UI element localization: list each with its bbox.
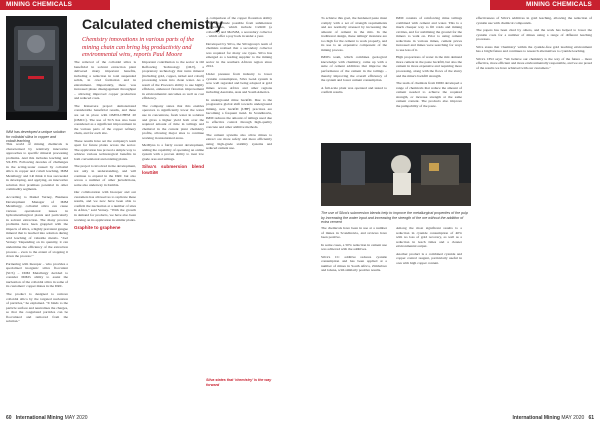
paragraph: According to Daniel Verney, Business Development Manager of IMM Metallurgy, colloidal silica can cause various operational issues in hydrometallurgical plants and particularly in solvent extraction. The many process problems have been grappled with the impacts of silica, a highly prevalent gangue mineral that is leached into solution during acid leaching of valuable metals. "Joel Verney: 'Depending on its quantity, it can undermine the efficiency of the extraction process – even to the extent of stopping it down the process.'" (6, 195, 68, 259)
main-photo (321, 143, 471, 206)
paragraph: Partnering with Inorepar – who provides a specialised inorganic silica flocculant (SCS) – IMM Metallurgy decided to consider IMM's ability to assist the nucleation of the colloidal silica in some of its customers' copper mines in the DRC. (6, 261, 68, 289)
paragraph: In underground mine backfill. Due to the progressive global shift towards underground mining, new backfill (UBF) practices are becoming a frequent trend. In Scandinavia, IMM reduces the amount of tailings used due to effective control through high-quality concrete and other additive methods. (206, 97, 272, 130)
text-column-2 (74, 60, 136, 400)
section-label-left: MINING CHEMICALS (6, 1, 73, 8)
section-header-right (490, 0, 600, 10)
paragraph: The Kinsevere project demonstrated considerable beneficial results, and these are set in place with OMNI-CHEM 20 (OMCC). The use of SCS has also been considered as a significant improvement in the various parts of the copper refinery chain, and for each site. (74, 103, 136, 136)
footer-left (6, 415, 88, 421)
paragraph: To achieve this goal, the hardened paste must comply with a set of strength requirements and are normally stressed by increasing the amount of cement in the mix. In the traditional design, these tailings' moisture are too high for the cement to work properly, and its use is an expensive component of the mining process. (321, 16, 387, 52)
text-column-6b (396, 226, 462, 402)
paragraph: IMM consists of reinforcing mine tailings combined with cement and water. This is a much cheaper way to fill voids and mining cavities, and for stabilising the ground for the miners to walk on. Prior to using cement reductions in various mines, cement prices increased and mines were searching for ways to use less of it. (396, 16, 462, 52)
page-number-right: 61 (588, 415, 594, 421)
paragraph: Silva's CEO says: "We believe our chemistry is the way of the future – more effective, more efficient and more environmentally responsible, and we are proud of the results we have achieved with our customers." (476, 56, 592, 70)
paragraph: High proportions of water in the mix demand more cement in the paste backfill, but also the cement in more expensive and requiring more processing, along with the flows of the slurry and the mine's backfill strength. (396, 55, 462, 78)
paragraph: Among the most significant results is a reduction in cyanide consumption of 40% with no loss of gold recovery, as well as a reduction in leach times and a cleaner environmental output. (396, 226, 462, 249)
section-label-right: MINING CHEMICALS (525, 1, 592, 8)
header-square (112, 1, 120, 9)
text-column-4 (206, 16, 272, 372)
text-column-5b (321, 226, 387, 402)
paragraph: IMM's team, which combines geological knowledge with chemistry, came up with a suite of cement additives that improve the performance of the cement in the tailings – thereby improving the overall efficiency of the system and lower cement consumption. (321, 55, 387, 83)
text-column-5 (321, 16, 387, 138)
paragraph: The project is involved in the development, not only in understanding, and will continue to expand in the DRC but also across a number of other jurisdictions, some also underway in Zambia. (74, 164, 136, 187)
text-column-7 (476, 16, 592, 402)
article-standfirst: Chemistry innovations in various parts of the mining chain can bring big productivity and environmental wins, reports Paul Moore (82, 36, 195, 59)
publication-name-right: International Mining (512, 415, 560, 421)
figure-caption: IMM has developed a unique solution for colloidal silica in copper and cobalt leaching (6, 130, 66, 144)
text-column-1 (6, 142, 68, 400)
page-number-left: 60 (6, 415, 12, 421)
article-title: Calculated chemistry (82, 16, 223, 32)
paragraph: This world of mining chemicals is characterised by relatively innovative approaches to specific mineral processing problems. And this includes leaching and SX-EW. Following decades of challenges in the acting-water caused by colloidal silica in copper and cobalt leaching, IMM Metallurgy and LR think it has succeeded in developing, and applying, an innovative solution that promises potential in other commodity segments. (6, 142, 68, 192)
paragraph: These results have set the company's team apart for future plants across the sector. The application has proved a simple way to achieve various technological benefits in both conventional and existing plants. (74, 138, 136, 161)
lead-figure (6, 16, 67, 120)
paragraph: The product is designed to remove colloidal silica by the targeted nucleation of particles," he explained. "It binds to the particle surface and neutralises the charges, so that the coagulated particles can be flocculated and removed from the solution." (6, 291, 68, 324)
publication-name-left: International Mining (15, 415, 64, 421)
paragraph: The company states that this enables operators to significantly lower the water use in concentrate, fresh water in solution and gives a higher yield both over the required amount of time in tailings and chemical in the current plant chemistry profile, allowing major sites to continue working in unsaturated areas. (142, 103, 204, 140)
paragraph: Silva's CC additive reduces cyanide consumption and has been applied at a number of mines in South Africa, Zimbabwe and Ghana, with similarly positive results. (321, 254, 387, 273)
subheading-silva: Silva's submersion blend lowSiM (142, 164, 204, 176)
paragraph: Our collaboration with Inorepar and our customers has allowed us to replicate these results, and we now have been able to confirm the nucleation at a number of sites in Africa," said Verney. "With the growth in demand for products, we have also been working on its application in similar plants. (74, 190, 136, 222)
paragraph: Silva states that 'chemistry' within the cyanide-free gold leaching environment has a bright future and continues to research alternatives to cyanide leaching. (476, 44, 592, 54)
container-photo-image (6, 16, 67, 120)
paragraph: Under pressure from industry to lower cyanide consumption, Silva Gen4 system is now well regarded and being adopted at gold mines across Africa and other regions including Australia, Asia and South America. (206, 72, 272, 95)
paragraph: Important contribution to the sector is Oil Reflowing Technology (OLT), a proprietary technology that turns mineral (including gold, copper, nickel and cobalt) processing waste into clean water. As a result of the Process's ability to use highly efficient, enhanced flotation improvement in environmental outcomes as well as cost efficiency. (142, 60, 204, 101)
pull-quote: Silva states that 'chemistry' is the way forward (206, 378, 272, 387)
paragraph: The cement systems also allow mines to extract ore more safely and more efficiently using high-grade stability systems and reduced cement use. (206, 132, 272, 151)
paragraph: The papers has been cited by others, and the work has helped to lower the cyanide costs for a number of mines using a range of different leaching processes. (476, 28, 592, 42)
subheading-graphite: Graphite to graphene (74, 225, 121, 231)
paragraph: A full-scale plant was operated and tested to confirm results. (321, 85, 387, 95)
paragraph: The removal of the colloidal silica is beneficial in solvent extraction plant delivered many important benefits, including a reduction in total suspended solids, in crud formation and in entrainment. Importantly, there was increased phase disengagement throughput – allowing improved copper production and reduced costs. (74, 60, 136, 101)
paragraph: Developed by Silva, the Silvagroup's team of chemists realised that a secondary collector was required for many ore types. Silva has emerged as a leading supplier to the mining sector in the southern African region since 2012. (206, 41, 272, 69)
paragraph: effectiveness of Silva's additives in gold leaching, allowing the reduction of cyanide use with chemical compounds. (476, 16, 592, 25)
paragraph: The chemicals have been in use at a number of mines in Scandinavia, and reviews have been positive. (321, 226, 387, 240)
issue-month-left: MAY 2020 (64, 415, 88, 421)
paragraph: Another product is a combined cyanide and copper control reagent, particularly useful in ores with high copper content. (396, 251, 462, 265)
paragraph: In some cases, a 50% reduction in cement use was achieved with the additives. (321, 242, 387, 252)
text-column-6 (396, 16, 462, 138)
issue-month-right: MAY 2020 (561, 415, 585, 421)
footer-right (512, 415, 594, 421)
paragraph: MetDyna is a fairly recent development, adding the capability of operating an online system with a proven ability to treat low grade ores and tailings. (142, 143, 204, 161)
section-header-left (0, 0, 110, 10)
mine-photo-image (321, 143, 471, 206)
text-column-3 (142, 60, 204, 400)
paragraph: The team of chemists from IMM developed a range of chemicals that reduce the amount of cement needed to achieve the required strength, or increase strength at the same cement content. The products also improve the pumpability of the paste. (396, 81, 462, 108)
paragraph: A comparison of the copper floatation ability was also made possible from submersion technologies, which include CuSiM (a collector) and MetSiM, a secondary collector – which offer a pay back in under a year. (206, 16, 272, 39)
photo-caption: The use of Silva's submersion blends help to improve the metallurgical properties of the pulp by increasing the water input and increasing the strength of the ore without the addition of extra cement (321, 211, 468, 225)
